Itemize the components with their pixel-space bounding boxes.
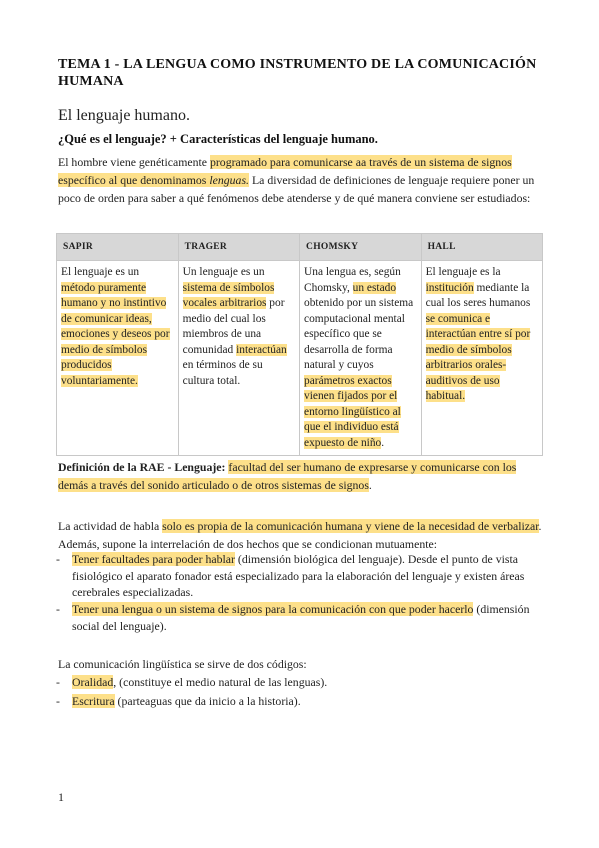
- bullet-highlight: Tener facultades para poder hablar: [72, 552, 235, 566]
- list-item: [58, 674, 543, 691]
- intro-text-1: El hombre viene genéticamente: [58, 155, 210, 169]
- table-row: [57, 261, 543, 456]
- bullet-dash: -: [56, 602, 60, 616]
- bullet-highlight: Escritura: [72, 694, 115, 708]
- table-header-row: [57, 234, 543, 261]
- bullet-highlight: Tener una lengua o un sistema de signos para la comunicación con que poder hacerlo: [72, 602, 474, 616]
- hall-highlight-2: se comunica e interactúan entre sí por medio de símbolos arbitrarios orales-auditivos de uso habitual: [425, 312, 531, 402]
- definitions-table: [56, 233, 543, 456]
- header-chomsky: CHOMSKY: [300, 234, 422, 261]
- page-number: 1: [58, 790, 64, 804]
- habla-highlight: solo es propia de la comunicación humana y viene de la necesidad de verbalizar: [162, 519, 539, 533]
- list-item-text: [58, 601, 543, 634]
- intro-highlight-text: programado para comunicarse aa través de un sistema de signos específico al que denominamos: [58, 155, 512, 187]
- list-item-text: [58, 551, 543, 601]
- intro-paragraph: [58, 153, 543, 207]
- list-item-text: [58, 693, 543, 710]
- habla-paragraph: [58, 517, 543, 553]
- bullet-rest: (parteaguas que da inicio a la historia).: [114, 694, 301, 708]
- habla-text-a: La actividad de habla: [58, 519, 163, 533]
- trager-highlight-2: interactúan: [236, 343, 287, 356]
- rae-end: .: [368, 478, 372, 492]
- question-heading: ¿Qué es el lenguaje? + Características del lenguaje humano.: [58, 132, 378, 146]
- header-trager: TRAGER: [178, 234, 299, 261]
- bullet-dash: -: [56, 675, 60, 689]
- list-item: [58, 693, 543, 710]
- sapir-highlight: método puramente humano y no instintivo de comunicar ideas, emociones y deseos por medio de símbolos producidos voluntariamente: [61, 281, 170, 387]
- cell-chomsky: [300, 261, 422, 456]
- cell-hall: [421, 261, 542, 456]
- bullet-rest: (dimensión biológica del lenguaje). Desde el punto de vista fisiológico el aparato fonador está especializado para la elaboración del lenguaje y existen áreas cerebrales especializadas.: [72, 552, 525, 599]
- chomsky-text-b: obtenido por un sistema computacional mental específico que se desarrolla de forma natural y cuyos: [304, 297, 414, 371]
- trager-text-a: Un lenguaje es un: [182, 266, 265, 278]
- bullet-highlight: Oralidad: [72, 675, 114, 689]
- intro-text-2: La diversidad de definiciones de lenguaje requiere poner un poco de orden para saber a qué fenómenos debe atenderse y de qué manera conviene ser estudiados:: [58, 173, 535, 205]
- hall-text-c: .: [462, 390, 466, 402]
- header-sapir: SAPIR: [57, 234, 179, 261]
- rae-highlight: facultad del ser humano de expresarse y comunicarse con los demás a través del sonido articulado o de otros sistemas de signos: [58, 460, 517, 492]
- document-title: TEMA 1 - LA LENGUA COMO INSTRUMENTO DE LA COMUNICACIÓN HUMANA: [58, 57, 537, 89]
- rae-definition: [58, 458, 543, 494]
- trager-text-c: en términos de su cultura total.: [182, 359, 263, 387]
- hall-text-b: mediante la cual los seres humanos: [425, 281, 531, 309]
- bullet-rest: (dimensión social del lenguaje).: [72, 602, 530, 633]
- cell-sapir: [57, 261, 179, 456]
- sapir-text-end: .: [135, 374, 138, 387]
- hall-highlight-1: institución: [425, 281, 474, 294]
- habla-text-b: . Además, supone la interrelación de dos hechos que se condicionan mutuamente:: [58, 519, 542, 551]
- section-heading: El lenguaje humano.: [58, 107, 190, 124]
- bullet-rest: , (constituye el medio natural de las lenguas).: [113, 675, 328, 689]
- chomsky-text-a: Una lengua es, según Chomsky,: [304, 266, 401, 294]
- bullet-dash: -: [56, 552, 60, 566]
- codigos-paragraph: La comunicación lingüística se sirve de dos códigos:: [58, 657, 307, 671]
- sapir-text-a: El lenguaje es un: [61, 266, 140, 278]
- chomsky-text-c: .: [381, 436, 385, 449]
- chomsky-highlight-2: parámetros exactos vienen fijados por el entorno lingüístico al que el individuo está expuesto de niño: [304, 374, 401, 449]
- bullet-dash: -: [56, 694, 60, 708]
- cell-trager: [178, 261, 299, 456]
- trager-highlight-1: sistema de símbolos vocales arbitrarios: [182, 281, 275, 309]
- chomsky-highlight-1: un estado: [352, 281, 397, 294]
- list-item-text: [58, 674, 543, 691]
- list-item: [58, 601, 543, 634]
- rae-label: Definición de la RAE - Lenguaje:: [58, 460, 226, 474]
- trager-text-b: por medio del cual los miembros de una comunidad: [182, 297, 285, 356]
- header-hall: HALL: [421, 234, 542, 261]
- list-item: [58, 551, 543, 601]
- intro-highlight-italic: lenguas.: [209, 173, 249, 187]
- hall-text-a: El lenguaje es la: [425, 266, 501, 278]
